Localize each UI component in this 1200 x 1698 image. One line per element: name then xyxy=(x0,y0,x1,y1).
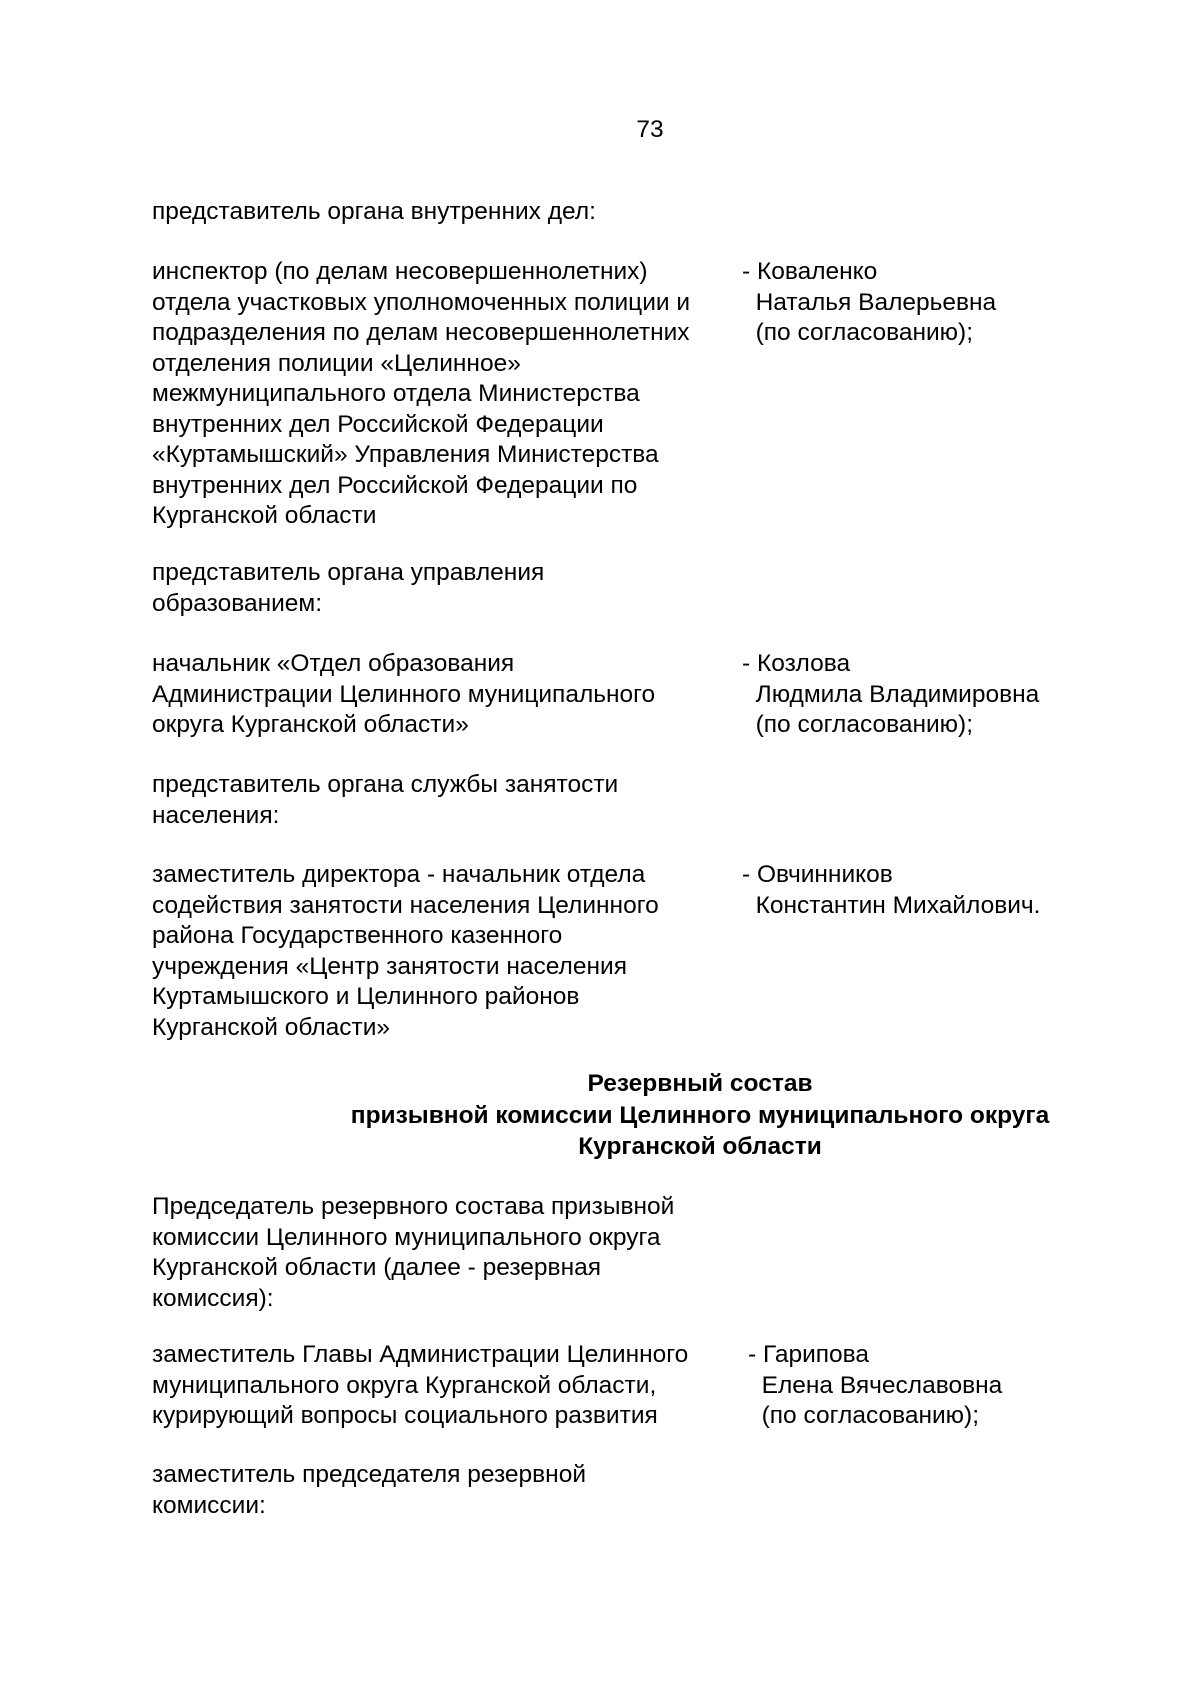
position-internal-affairs: инспектор (по делам несовершеннолетних) отдела участковых уполномоченных полиции и подразделения по делам несовершеннолетних отделения полиции «Целинное» межмуниципального отдела Министерства внутренних дел Российской Федерации «Куртамышский» Управления Министерства внутренних дел Российской Федерации по Курганской области xyxy=(152,258,691,529)
position-employment: заместитель директора - начальник отдела содействия занятости населения Целинного района Государственного казенного учреждения «Центр занятости населения Куртамышского и Целинного районов Курганской области» xyxy=(152,861,659,1041)
heading-internal-affairs: представитель органа внутренних дел: xyxy=(152,198,596,225)
person-ovchinnikov: - Овчинников Константин Михайлович. xyxy=(742,861,1041,919)
heading-reserve-deputy: заместитель председателя резервной комиссии: xyxy=(152,1461,587,1519)
position-reserve-chairman: заместитель Главы Администрации Целинного муниципального округа Курганской области, курирующий вопросы социального развития xyxy=(152,1341,689,1429)
page-number: 73 xyxy=(636,116,664,143)
person-garipova: - Гарипова Елена Вячеславовна (по согласованию); xyxy=(748,1341,1003,1429)
reserve-title: Резервный состав призывной комиссии Целинного муниципального округа Курганской области xyxy=(350,1070,1050,1160)
person-kozlova: - Козлова Людмила Владимировна (по согласованию); xyxy=(742,650,1040,738)
position-education: начальник «Отдел образования Администрации Целинного муниципального округа Курганской области» xyxy=(152,650,656,738)
heading-reserve-chairman: Председатель резервного состава призывной комиссии Целинного муниципального округа Курганской области (далее - резервная комиссия): xyxy=(152,1193,675,1312)
heading-employment: представитель органа службы занятости населения: xyxy=(152,771,619,829)
heading-education: представитель органа управления образованием: xyxy=(152,559,545,617)
person-kovalenko: - Коваленко Наталья Валерьевна (по согласованию); xyxy=(742,258,997,346)
